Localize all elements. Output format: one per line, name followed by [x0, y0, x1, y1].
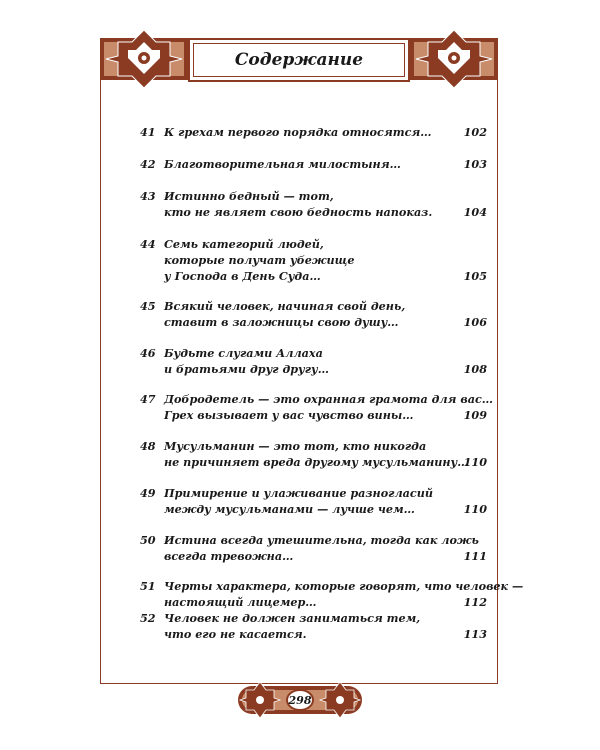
entry-title-line: Добродетель — это охранная грамота для вас… [164, 392, 493, 406]
entry-page: 111 [463, 549, 487, 563]
entry-title-line: настоящий лицемер… [164, 595, 317, 609]
page-number: 298 [288, 693, 312, 707]
entry-number: 51 [140, 579, 156, 593]
page-number-badge [286, 689, 314, 711]
entry-title-line: Черты характера, которые говорят, что человек — [164, 579, 524, 593]
entry-number: 50 [140, 533, 156, 547]
entry-page: 112 [463, 595, 487, 609]
entry-title-line: Истина всегда утешительна, тогда как ложь [164, 533, 479, 547]
entry-title-line: Человек не должен заниматься тем, [164, 611, 421, 625]
entry-title-line: К грехам первого порядка относятся… [164, 125, 432, 139]
entry-title-line: Будьте слугами Аллаха [164, 346, 323, 360]
entry-title-line: Истинно бедный — тот, [164, 189, 334, 203]
entry-number: 52 [140, 611, 156, 625]
entry-number: 46 [140, 346, 156, 360]
entry-page: 102 [463, 125, 487, 139]
entry-title-line: Мусульманин — это тот, кто никогда [164, 439, 427, 453]
header-title-box [188, 38, 410, 82]
entry-title-line: Благотворительная милостыня… [164, 157, 401, 171]
entry-number: 43 [140, 189, 156, 203]
header-ornament-left [100, 28, 188, 90]
entry-title-line: Грех вызывает у вас чувство вины… [164, 408, 414, 422]
entry-page: 108 [463, 362, 487, 376]
entry-number: 42 [140, 157, 156, 171]
entry-title-line: и братьями друг другу… [164, 362, 329, 376]
entry-title-line: Примирение и улаживание разногласий [164, 486, 433, 500]
entry-title-line: между мусульманами — лучше чем… [164, 502, 415, 516]
entry-page: 110 [463, 502, 487, 516]
entry-title-line: не причиняет вреда другому мусульманину… [164, 455, 469, 469]
entry-page: 106 [463, 315, 487, 329]
entry-number: 47 [140, 392, 156, 406]
entry-page: 105 [463, 269, 487, 283]
entry-number: 41 [140, 125, 156, 139]
entry-title-line: кто не являет свою бедность напоказ. [164, 205, 433, 219]
header-ornament-right [410, 28, 498, 90]
entry-title-line: всегда тревожна… [164, 549, 294, 563]
entry-title-line: что его не касается. [164, 627, 307, 641]
entry-title-line: у Господа в День Суда… [164, 269, 321, 283]
page-title: Содержание [234, 50, 364, 70]
entry-page: 110 [463, 455, 487, 469]
entry-number: 45 [140, 299, 156, 313]
entry-title-line: которые получат убежище [164, 253, 355, 267]
entry-number: 49 [140, 486, 156, 500]
entry-page: 109 [463, 408, 487, 422]
entry-title-line: Семь категорий людей, [164, 237, 324, 251]
entry-page: 103 [463, 157, 487, 171]
entry-title-line: ставит в заложницы свою душу… [164, 315, 399, 329]
entry-number: 48 [140, 439, 156, 453]
entry-page: 113 [463, 627, 487, 641]
entry-title-line: Всякий человек, начиная свой день, [164, 299, 406, 313]
entry-number: 44 [140, 237, 156, 251]
entry-page: 104 [463, 205, 487, 219]
